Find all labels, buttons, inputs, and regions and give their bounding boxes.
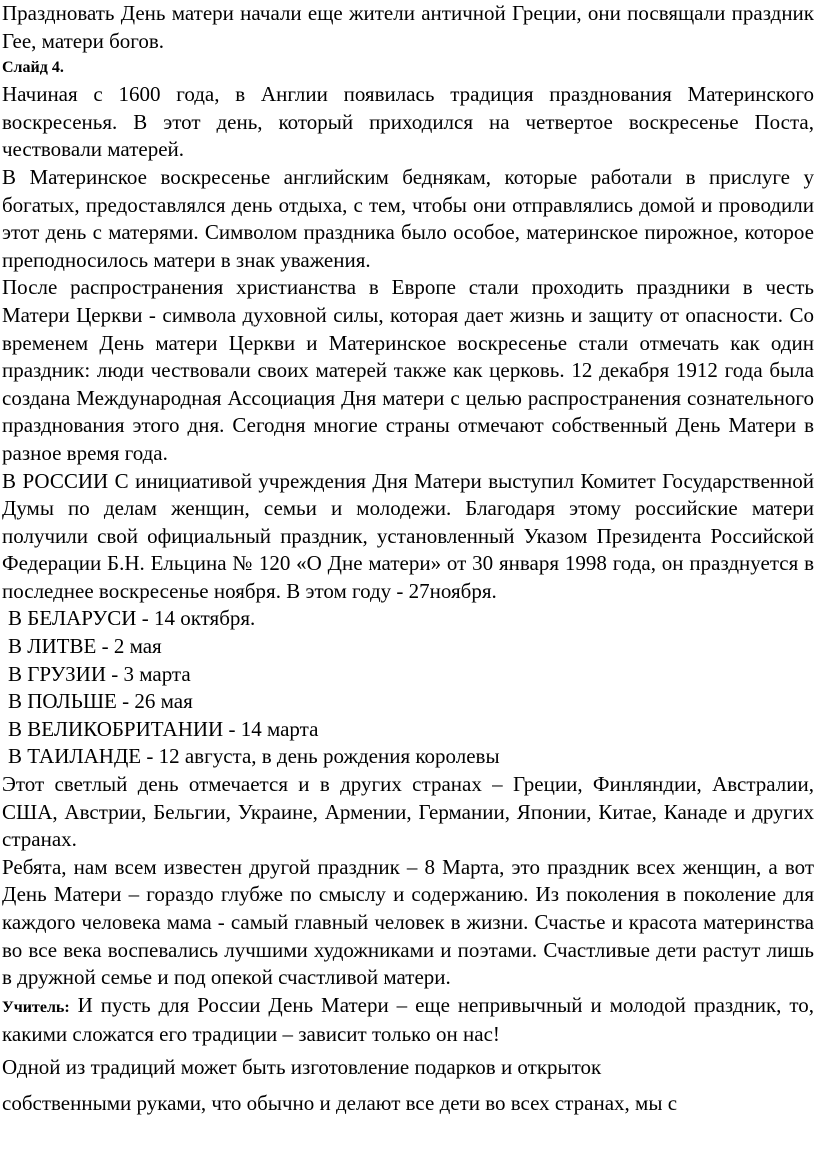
country-item-poland: В ПОЛЬШЕ - 26 мая [8, 689, 193, 714]
country-item-lithuania: В ЛИТВЕ - 2 мая [8, 634, 162, 659]
paragraph-teacher [2, 992, 814, 1049]
paragraph-mother-church: После распространения христианства в Европе стали проходить праздники в честь Матери Церкви - символа духовной силы, которая дает жизнь и защиту от опасности. Со временем День матери Церкви и Материнское воскресенье стали отмечать как один праздник: люди чествовали своих матерей также как церковь. 12 декабря 1912 года была создана Международная Ассоциация Дня матери с целью распространения сознательного празднования этого дня. Сегодня многие страны отмечают собственный День Матери в разное время года. [2, 275, 814, 465]
paragraph-mothering-sunday: В Материнское воскресенье английским беднякам, которые работали в прислуге у богатых, предоставлялся день отдыха, с тем, чтобы они отправлялись домой и проводили этот день с матерями. Символом праздника было особое, материнское пирожное, которое преподносилось матери в знак уважения. [2, 164, 814, 272]
country-item-thailand: В ТАИЛАНДЕ - 12 августа, в день рождения королевы [8, 744, 500, 769]
paragraph-traditions-line2: собственными руками, что обычно и делают все дети во всех странах, мы с [2, 1090, 678, 1115]
country-item-georgia: В ГРУЗИИ - 3 марта [8, 661, 191, 686]
slide-heading: Слайд 4. [2, 59, 64, 77]
teacher-label: Учитель: [2, 998, 70, 1016]
country-item-uk: В ВЕЛИКОБРИТАНИИ - 14 марта [8, 716, 319, 741]
paragraph-russia: В РОССИИ С инициативой учреждения Дня Матери выступил Комитет Государственной Думы по делам женщин, семьи и молодежи. Благодаря этому российские матери получили свой официальный праздник, установленный Указом Президента Российской Федерации Б.Н. Ельцина № 120 «О Дне матери» от 30 января 1998 года, он празднуется в последнее воскресенье ноября. В этом году - 27ноября. [2, 468, 814, 603]
teacher-text: И пусть для России День Матери – еще непривычный и молодой праздник, то, какими сложатся его традиции – зависит только он нас! [2, 992, 814, 1047]
paragraph-march-8: Ребята, нам всем известен другой праздник – 8 Марта, это праздник всех женщин, а вот День Матери – гораздо глубже по смыслу и содержанию. Из поколения в поколение для каждого человека мама - самый главный человек в жизни. Счастье и красота материнства во все века воспевались лучшими художниками и поэтами. Счастливые дети растут лишь в дружной семье и под опекой счастливой матери. [2, 854, 814, 990]
paragraph-traditions-line1: Одной из традиций может быть изготовление подарков и открыток [2, 1054, 602, 1079]
country-list [2, 605, 814, 771]
paragraph-other-countries: Этот светлый день отмечается и в других странах – Греции, Финляндии, Австралии, США, Австрии, Бельгии, Украине, Армении, Германии, Японии, Китае, Канаде и других странах. [2, 772, 814, 852]
paragraph-ancient-greece: Праздновать День матери начали еще жители античной Греции, они посвящали праздник Гее, матери богов. [2, 1, 814, 53]
country-item-belarus: В БЕЛАРУСИ - 14 октября. [8, 606, 256, 631]
paragraph-england: Начиная с 1600 года, в Англии появилась традиция празднования Материнского воскресенья. В этот день, который приходился на четвертое воскресенье Поста, чествовали матерей. [2, 82, 814, 162]
